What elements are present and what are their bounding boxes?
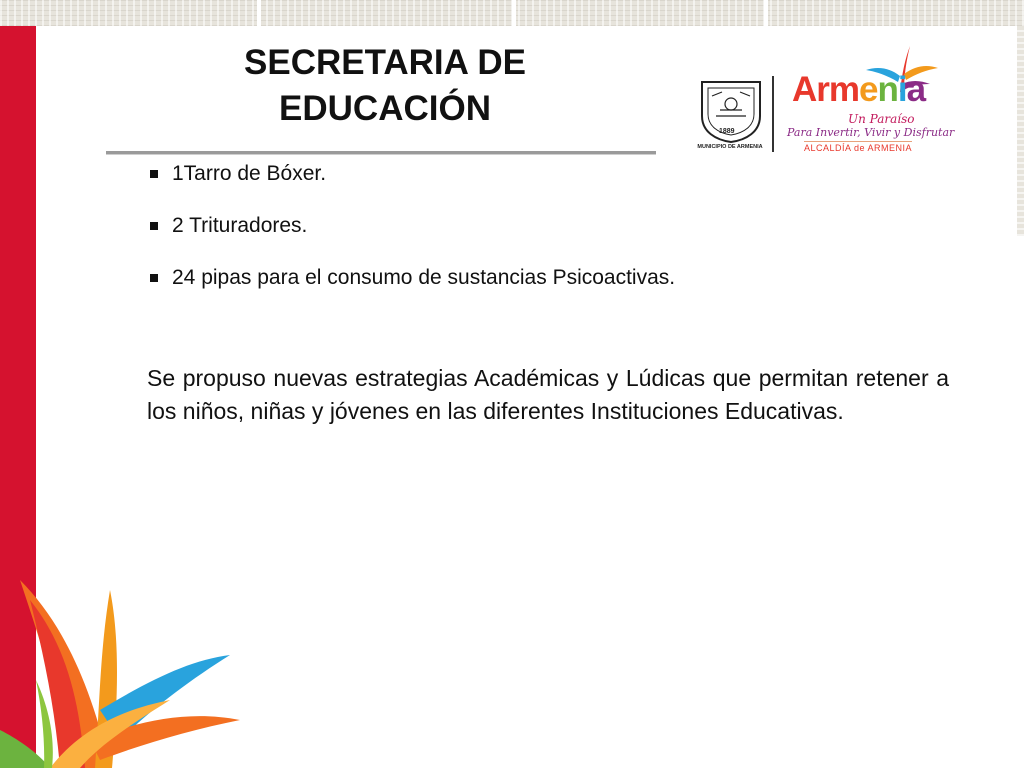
brand-letter-e: e: [859, 70, 878, 109]
band-divider: [257, 0, 261, 26]
title-line-1: SECRETARIA DE: [244, 43, 526, 82]
brand-letter-n: n: [877, 70, 898, 109]
brand-tagline: Un Paraíso: [848, 112, 915, 126]
list-item-text: 1Tarro de Bóxer.: [172, 162, 327, 185]
logo-divider: [772, 76, 774, 152]
square-bullet-icon: [150, 274, 158, 282]
brand-letters-arm: Arm: [792, 70, 860, 109]
list-item: [148, 264, 675, 316]
body-paragraph: Se propuso nuevas estrategias Académicas y Lúdicas que permitan retener a los niños, niñas y jóvenes en las diferentes Instituciones Educativas.: [147, 365, 949, 424]
title-line-2: EDUCACIÓN: [279, 89, 491, 128]
alcaldia-label: ALCALDÍA de ARMENIA: [804, 143, 913, 153]
square-bullet-icon: [150, 170, 158, 178]
bird-of-paradise-flower-icon: [0, 560, 260, 768]
list-item-text: 2 Trituradores.: [172, 214, 308, 237]
title-underline: [106, 151, 656, 155]
list-item: [148, 212, 675, 264]
brand-slogan: Para Invertir, Vivir y Disfrutar: [787, 126, 955, 139]
square-bullet-icon: [150, 222, 158, 230]
band-divider: [512, 0, 516, 26]
municipio-label: MUNICIPIO DE ARMENIA: [697, 144, 763, 150]
page-title: [200, 40, 570, 132]
item-list: [148, 160, 675, 316]
list-item: [148, 160, 675, 212]
top-decorative-band: [0, 0, 1024, 26]
armenia-brand-wordmark: [792, 68, 925, 112]
shield-year: 1889: [719, 128, 735, 135]
band-divider: [764, 0, 768, 26]
logos-header: [692, 44, 954, 156]
brand-letter-i: i: [897, 70, 907, 109]
brand-letter-a: a: [906, 70, 926, 109]
list-item-text: 24 pipas para el consumo de sustancias Psicoactivas.: [172, 266, 676, 289]
right-decorative-strip: [1017, 26, 1024, 236]
